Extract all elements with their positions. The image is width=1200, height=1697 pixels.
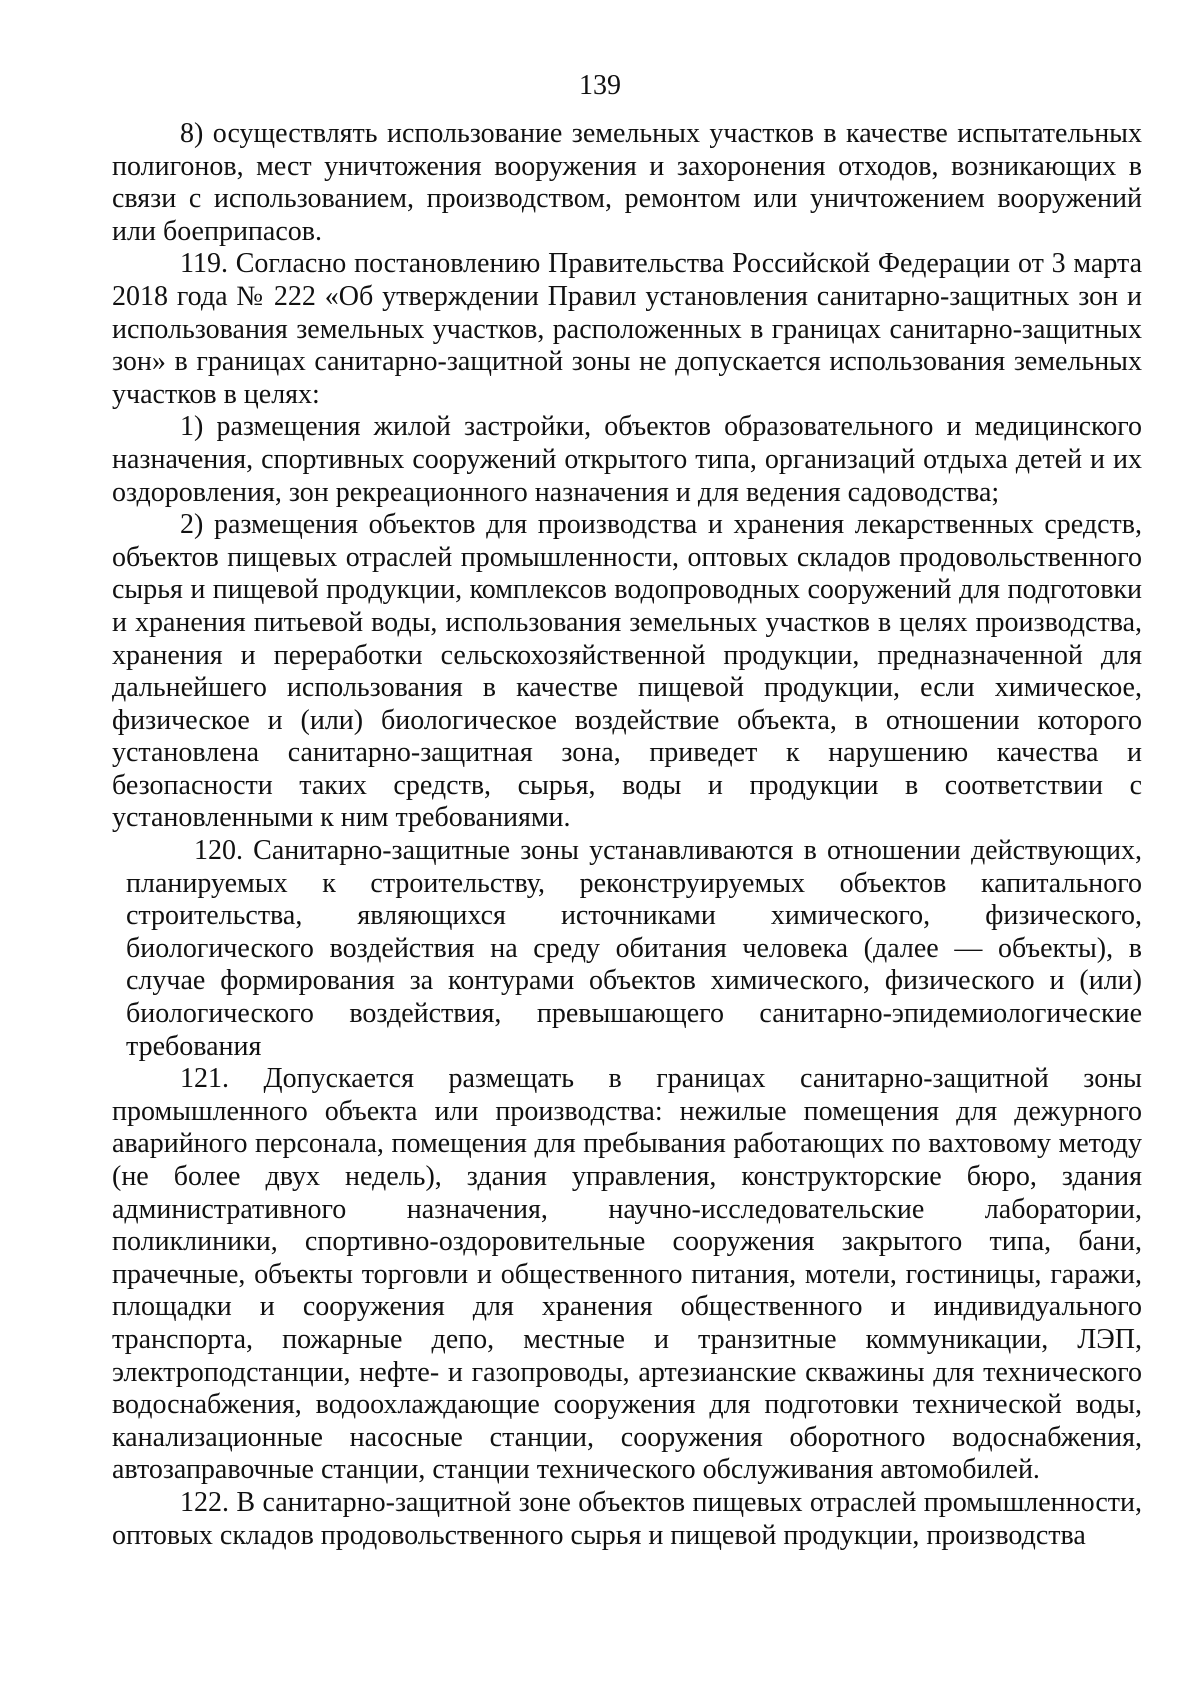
paragraph-121: 121. Допускается размещать в границах санитарно-защитной зоны промышленного объекта или производства: нежилые помещения для дежурного аварийного персонала, помещения для пребывания работающих по вахтовому методу (не более двух недель), здания управления, конструкторские бюро, здания административного назначения, научно-исследовательские лаборатории, поликлиники, спортивно-оздоровительные сооружения закрытого типа, бани, прачечные, объекты торговли и общественного питания, мотели, гостиницы, гаражи, площадки и сооружения для хранения общественного и индивидуального транспорта, пожарные депо, местные и транзитные коммуникации, ЛЭП, электроподстанции, нефте- и газопроводы, артезианские скважины для технического водоснабжения, водоохлаждающие сооружения для подготовки технической воды, канализационные насосные станции, сооружения оборотного водоснабжения, автозаправочные станции, станции технического обслуживания автомобилей. bbox=[112, 1063, 1142, 1486]
paragraph-120: 120. Санитарно-защитные зоны устанавливаются в отношении действующих, планируемых к строительству, реконструируемых объектов капитального строительства, являющихся источниками химического, физического, биологического воздействия на среду обитания человека (далее — объекты), в случае формирования за контурами объектов химического, физического и (или) биологического воздействия, превышающего санитарно-эпидемиологические требования bbox=[126, 835, 1142, 1062]
paragraph-119-item-1: 1) размещения жилой застройки, объектов образовательного и медицинского назначения, спортивных сооружений открытого типа, организаций отдыха детей и их оздоровления, зон рекреационного назначения и для ведения садоводства; bbox=[112, 411, 1142, 508]
page-number: 139 bbox=[579, 70, 621, 101]
paragraph-122: 122. В санитарно-защитной зоне объектов пищевых отраслей промышленности, оптовых складов продовольственного сырья и пищевой продукции, производства bbox=[112, 1486, 1142, 1551]
document-body bbox=[112, 118, 1142, 1552]
paragraph-119: 119. Согласно постановлению Правительства Российской Федерации от 3 марта 2018 года № 222 «Об утверждении Правил установления санитарно-защитных зон и использования земельных участков, расположенных в границах санитарно-защитных зон» в границах санитарно-защитной зоны не допускается использования земельных участков в целях: bbox=[112, 248, 1142, 410]
paragraph-119-item-2: 2) размещения объектов для производства и хранения лекарственных средств, объектов пищевых отраслей промышленности, оптовых складов продовольственного сырья и пищевой продукции, комплексов водопроводных сооружений для подготовки и хранения питьевой воды, использования земельных участков в целях производства, хранения и переработки сельскохозяйственной продукции, предназначенной для дальнейшего использования в качестве пищевой продукции, если химическое, физическое и (или) биологическое воздействие объекта, в отношении которого установлена санитарно-защитная зона, приведет к нарушению качества и безопасности таких средств, сырья, воды и продукции в соответствии с установленными к ним требованиями. bbox=[112, 509, 1142, 834]
paragraph-item-8: 8) осуществлять использование земельных участков в качестве испытательных полигонов, мест уничтожения вооружения и захоронения отходов, возникающих в связи с использованием, производством, ремонтом или уничтожением вооружений или боеприпасов. bbox=[112, 118, 1142, 247]
